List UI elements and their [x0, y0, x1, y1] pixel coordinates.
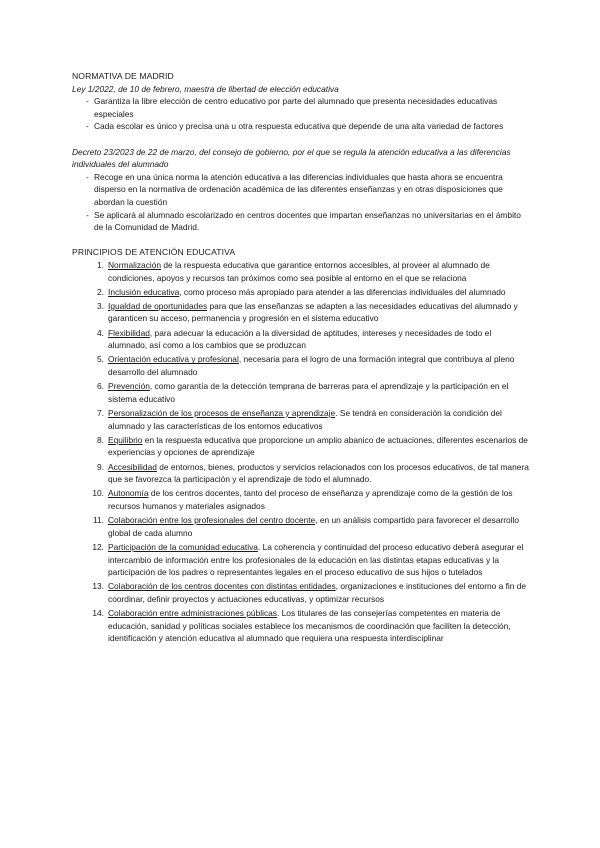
law2-bullet: - Se aplicará al alumnado escolarizado en centros docentes que impartan enseñanzas no universitarias en el ámbito de la Comunidad de Madrid. — [72, 209, 532, 234]
principle-number: 1. — [97, 259, 104, 270]
principle-number: 11. — [92, 515, 104, 526]
principle-item — [72, 580, 532, 605]
principle-number: 8. — [97, 434, 104, 445]
principle-text: , para adecuar la educación a la diversidad de aptitudes, intereses y necesidades de todo el alumnado, así como a los cambios que se produzcan — [108, 327, 492, 351]
principle-item — [72, 300, 532, 325]
principle-text: , como garantía de la detección temprana de barreras para el aprendizaje y la participación en el sistema educativo — [108, 381, 509, 404]
principle-text: . Se tendrá en consideración la condición del alumnado y las características de los entornos educativos — [108, 408, 502, 431]
principle-term: Prevención — [108, 381, 150, 392]
principle-item — [72, 407, 532, 432]
principle-text: , organizaciones e instituciones del entorno a fin de coordinar, definir proyectos y actuaciones educativas, y optimizar recursos — [108, 581, 527, 604]
principles-list — [72, 259, 532, 645]
principle-text: . La coherencia y continuidad del proceso educativo deberá asegurar el intercambio de información entre los profesionales de la educación en las distintas etapas educativas y la participación de los padres o representantes legales en el proceso educativo de sus hijos o tutelados — [108, 541, 524, 578]
section-heading-principios: PRINCIPIOS DE ATENCIÓN EDUCATIVA — [72, 247, 236, 258]
principle-item — [72, 353, 532, 378]
principle-text: , necesaria para el logro de una formación integral que contribuya al pleno desarrollo del alumnado — [108, 354, 515, 378]
principle-text: en la respuesta educativa que proporcione un amplio abanico de actuaciones, diferentes escenarios de experiencias y opciones de aprendizaje — [108, 434, 528, 458]
principle-number: 7. — [97, 408, 104, 418]
principle-term: Personalización de los procesos de enseñanza y aprendizaje — [108, 408, 336, 418]
principle-number: 5. — [97, 354, 104, 365]
principle-term: Equilibrio — [108, 434, 143, 445]
law1-bullet: - Garantiza la libre elección de centro educativo por parte del alumnado que presenta necesidades educativas especiales — [72, 95, 532, 120]
law2-bullet-list — [72, 171, 532, 234]
principle-item — [72, 434, 532, 459]
law-title-ley-1-2022: Ley 1/2022, de 10 de febrero, maestra de libertad de elección educativa — [72, 83, 339, 94]
law1-bullet: - Cada escolar es único y precisa una u otra respuesta educativa que depende de una alta variedad de factores — [72, 120, 532, 133]
principle-term: Colaboración entre administraciones públicas — [108, 608, 277, 619]
principle-term: Colaboración entre los profesionales del centro docente — [108, 515, 316, 526]
section-heading-normativa: NORMATIVA DE MADRID — [72, 71, 174, 81]
law-title-decreto-23-2023: Decreto 23/2023 de 22 de marzo, del consejo de gobierno, por el que se regula la atención educativa a las diferencias individuales del alumnado — [72, 146, 511, 170]
principle-term: Inclusión educativa — [108, 286, 180, 297]
principle-number: 6. — [97, 381, 104, 392]
principle-term: Orientación educativa y profesional — [108, 354, 239, 365]
principle-item — [72, 259, 532, 284]
principle-text: , como proceso más apropiado para atender a las diferencias individuales del alumnado — [179, 286, 506, 297]
law2-bullet: - Recoge en una única norma la atención educativa a las diferencias individuales que hasta ahora se encuentra disperso en la normativa de ordenación académica de las diferentes enseñanzas y en otras disposiciones que abordan la cuestión — [72, 171, 532, 209]
principle-number: 3. — [97, 300, 104, 311]
principle-number: 13. — [92, 581, 104, 592]
document-page — [72, 70, 532, 646]
principle-term: Participación de la comunidad educativa — [108, 541, 258, 552]
principle-item — [72, 514, 532, 539]
principle-number: 2. — [97, 286, 104, 297]
principle-term: Igualdad de oportunidades — [108, 300, 208, 311]
principle-term: Autonomía — [108, 488, 149, 499]
principle-item — [72, 487, 532, 512]
principle-number: 4. — [97, 327, 104, 338]
principle-number: 12. — [92, 541, 104, 552]
principle-number: 10. — [92, 488, 104, 499]
principle-item — [72, 380, 532, 405]
principle-text: de la respuesta educativa que garantice entornos accesibles, al proveer al alumnado de condiciones, apoyos y recursos tan próximos como sea posible al entorno en el que se relaciona — [108, 259, 490, 283]
principle-term: Accesibilidad — [108, 461, 157, 472]
principle-item — [72, 607, 532, 645]
principle-item — [72, 461, 532, 486]
principle-text: de los centros docentes, tanto del proceso de enseñanza y aprendizaje como de la gestión de los recursos humanos y materiales asignados — [108, 488, 513, 511]
principle-text: , en un análisis compartido para favorecer el desarrollo global de cada alumno — [108, 515, 520, 538]
principle-number: 14. — [92, 608, 104, 619]
principle-text: de entornos, bienes, productos y servicios relacionados con los procesos educativos, de tal manera que se favorezca la participación y el aprendizaje de todo el alumnado. — [108, 461, 529, 485]
principle-text: para que las enseñanzas se adapten a las necesidades educativas del alumnado y garanticen su acceso, permanencia y progresión en el sistema educativo — [108, 300, 518, 324]
law1-bullet-list — [72, 95, 532, 133]
principle-term: Flexibilidad — [108, 327, 150, 338]
principle-term: Normalización — [108, 259, 162, 270]
principle-term: Colaboración de los centros docentes con distintas entidades — [108, 581, 336, 592]
principle-item — [72, 541, 532, 579]
principle-item — [72, 286, 532, 299]
principle-item — [72, 327, 532, 352]
principle-text: . Los titulares de las consejerías competentes en materia de educación, sanidad y políticas sociales establece los mecanismos de coordinación que faciliten la detección, identificación y atención educativa al alumnado que requiera una respuesta interdisciplinar — [108, 608, 511, 644]
principle-number: 9. — [97, 461, 104, 472]
